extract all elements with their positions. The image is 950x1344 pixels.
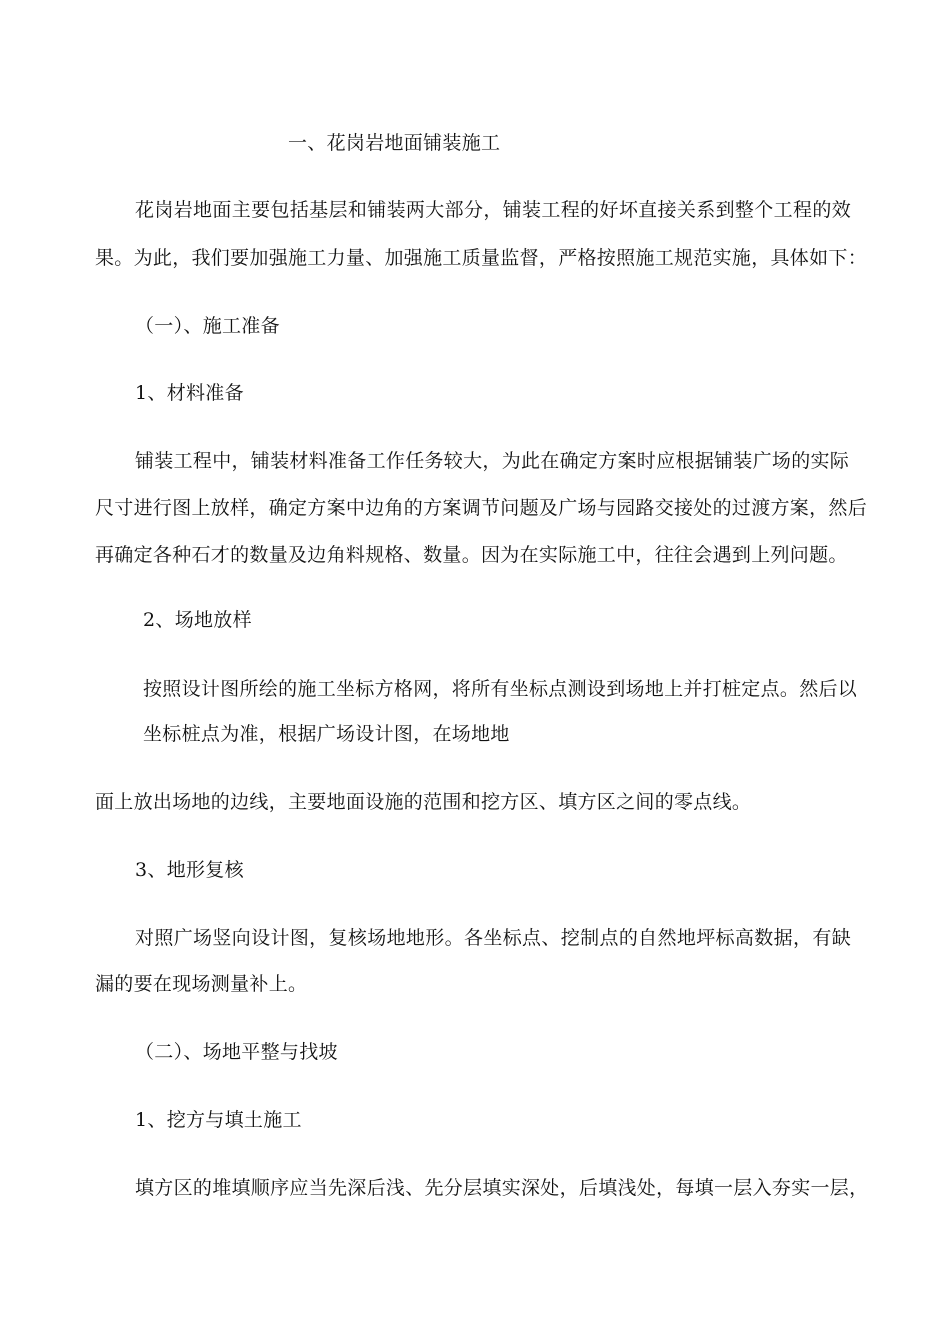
subsection-heading-terrain: 3、地形复核 (135, 859, 244, 881)
excavation-line-1: 填方区的堆填顺序应当先深后浅、先分层填实深处，后填浅处，每填一层入夯实一层， (135, 1177, 869, 1199)
layout-line-2: 坐标桩点为准，根据广场设计图，在场地地 (143, 723, 510, 745)
subsection-heading-layout: 2、场地放样 (143, 609, 252, 631)
material-line-3: 再确定各种石才的数量及边角料规格、数量。因为在实际施工中，往往会遇到上列问题。 (95, 544, 848, 566)
section-heading-2: （二）、场地平整与找坡 (135, 1041, 338, 1063)
terrain-line-2: 漏的要在现场测量补上。 (95, 973, 308, 995)
intro-line-1: 花岗岩地面主要包括基层和铺装两大部分，铺装工程的好坏直接关系到整个工程的效 (135, 199, 851, 221)
document-title: 一、花岗岩地面铺装施工 (288, 132, 501, 154)
terrain-line-1: 对照广场竖向设计图，复核场地地形。各坐标点、挖制点的自然地坪标高数据，有缺 (135, 927, 851, 949)
section-heading-1: （一）、施工准备 (135, 315, 280, 337)
subsection-heading-material: 1、材料准备 (135, 382, 244, 404)
material-line-1: 铺装工程中，铺装材料准备工作任务较大，为此在确定方案时应根据铺装广场的实际 (135, 450, 850, 472)
subsection-heading-excavation: 1、挖方与填土施工 (135, 1109, 302, 1131)
intro-line-2: 果。为此，我们要加强施工力量、加强施工质量监督，严格按照施工规范实施，具体如下： (95, 247, 868, 269)
layout-line-1: 按照设计图所绘的施工坐标方格网，将所有坐标点测设到场地上并打桩定点。然后以 (143, 678, 858, 700)
material-line-2: 尺寸进行图上放样，确定方案中边角的方案调节问题及广场与园路交接处的过渡方案，然后 (95, 497, 868, 519)
layout-line-3: 面上放出场地的边线，主要地面设施的范围和挖方区、填方区之间的零点线。 (95, 791, 752, 813)
